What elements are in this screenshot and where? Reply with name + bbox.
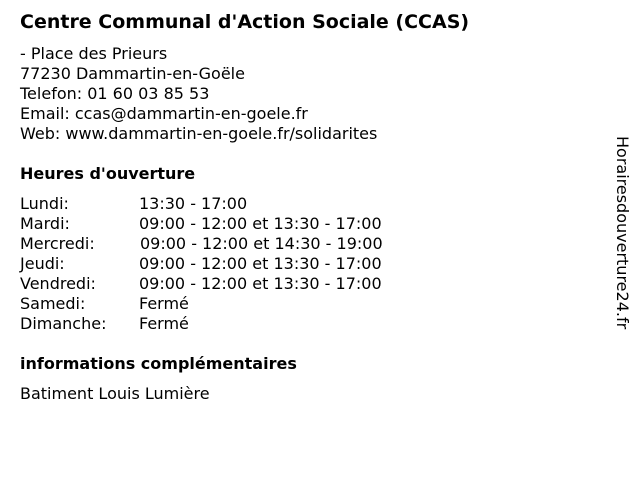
opening-hours-heading: Heures d'ouverture <box>20 164 196 183</box>
address-block <box>20 44 377 144</box>
hours-row-thursday <box>20 254 450 274</box>
time-value: Fermé <box>139 294 189 313</box>
site-watermark: Horairesdouverture24.fr <box>613 136 632 330</box>
time-value: Fermé <box>139 314 189 333</box>
time-value: 09:00 - 12:00 et 14:30 - 19:00 <box>140 234 383 253</box>
hours-row-sunday <box>20 314 450 334</box>
day-label: Mercredi: <box>20 234 95 253</box>
day-label: Dimanche: <box>20 314 107 333</box>
day-label: Samedi: <box>20 294 86 313</box>
page-title: Centre Communal d'Action Sociale (CCAS) <box>20 11 470 33</box>
time-value: 13:30 - 17:00 <box>139 194 248 213</box>
time-value: 09:00 - 12:00 et 13:30 - 17:00 <box>139 214 382 233</box>
hours-row-friday <box>20 274 450 294</box>
additional-info-text: Batiment Louis Lumière <box>20 384 210 403</box>
day-label: Lundi: <box>20 194 69 213</box>
day-label: Mardi: <box>20 214 70 233</box>
time-value: 09:00 - 12:00 et 13:30 - 17:00 <box>139 274 382 293</box>
email-line: Email: ccas@dammartin-en-goele.fr <box>20 104 308 123</box>
address-city: 77230 Dammartin-en-Goële <box>20 64 245 83</box>
website-line: Web: www.dammartin-en-goele.fr/solidarites <box>20 124 378 143</box>
hours-row-tuesday <box>20 214 450 234</box>
additional-info-heading: informations complémentaires <box>20 354 297 373</box>
hours-row-monday <box>20 194 450 214</box>
address-street: - Place des Prieurs <box>20 44 168 63</box>
time-value: 09:00 - 12:00 et 13:30 - 17:00 <box>139 254 382 273</box>
hours-row-wednesday <box>20 234 450 254</box>
day-label: Vendredi: <box>20 274 96 293</box>
hours-row-saturday <box>20 294 450 314</box>
opening-hours-table <box>20 194 450 334</box>
phone-line: Telefon: 01 60 03 85 53 <box>20 84 210 103</box>
day-label: Jeudi: <box>20 254 65 273</box>
